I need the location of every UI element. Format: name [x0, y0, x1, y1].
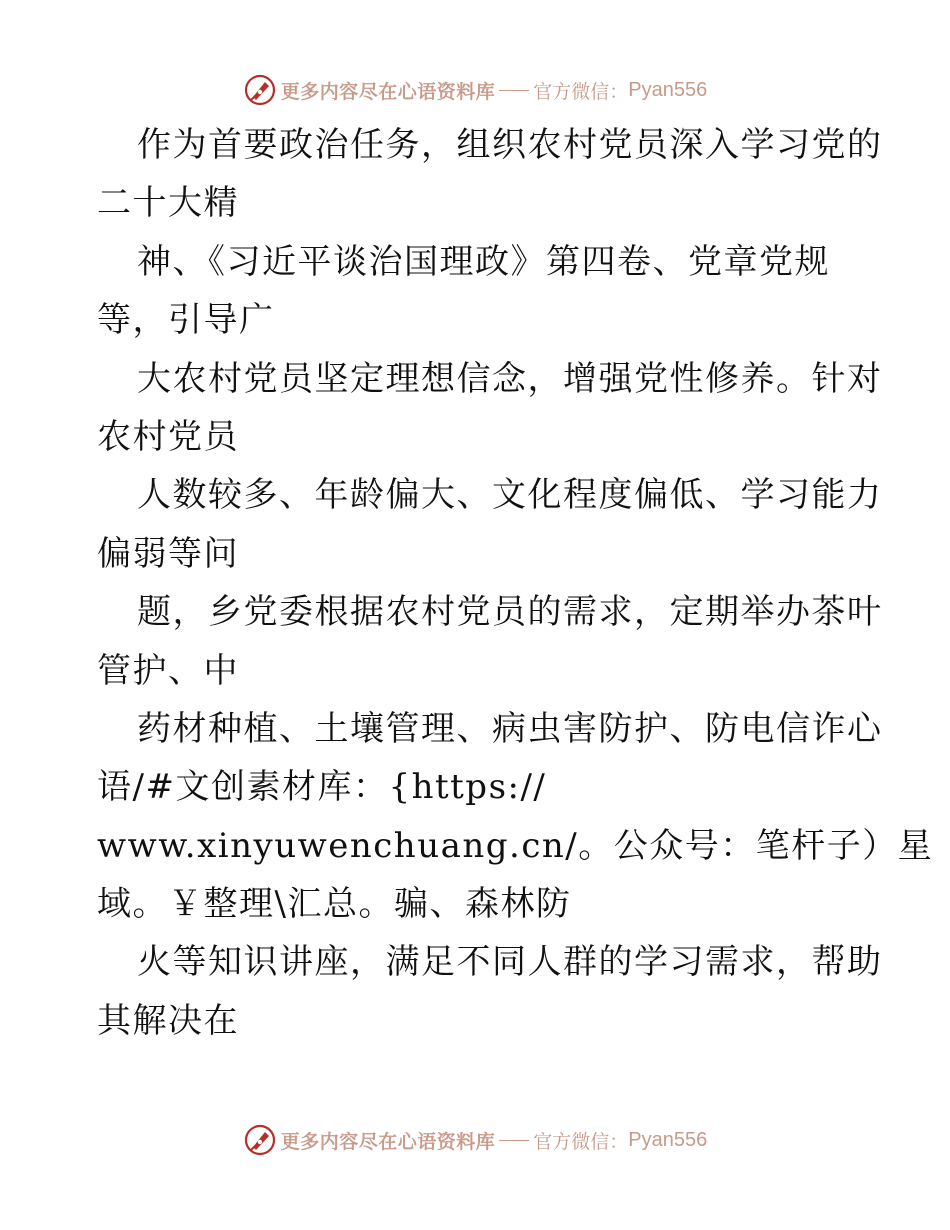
header-watermark-dash	[499, 90, 529, 91]
footer-watermark-text: 更多内容尽在心语资料库	[280, 1130, 496, 1153]
text-line: 偏弱等问	[97, 533, 239, 574]
text-line: 神、《习近平谈治国理政》第四卷、党章党规	[137, 241, 830, 282]
text-line: 农村党员	[97, 416, 239, 457]
text-line: 药材种植、土壤管理、病虫害防护、防电信诈心	[137, 708, 883, 749]
text-line: 二十大精	[97, 183, 239, 224]
text-line: 管护、中	[97, 650, 239, 691]
text-line: 语/#文创素材库：{https://	[97, 767, 547, 808]
text-line: 大农村党员坚定理想信念，增强党性修养。针对	[137, 358, 883, 399]
text-line: 题，乡党委根据农村党员的需求，定期举办茶叶	[137, 592, 883, 633]
footer-official-label: 官方微信：	[533, 1130, 629, 1153]
text-line: 域。￥整理\汇总。骗、森林防	[97, 884, 572, 925]
text-line: 其解决在	[97, 1000, 239, 1041]
header-wechat-id: Pyan556	[628, 78, 708, 101]
text-line: www.xinyuwenchuang.cn/。公众号：笔杆子）星	[97, 825, 934, 866]
header-watermark	[0, 70, 950, 110]
document-body	[97, 116, 934, 1050]
footer-watermark-dash	[499, 1140, 529, 1141]
pen-nib-logo-icon	[243, 73, 277, 107]
footer-watermark	[0, 1120, 950, 1160]
pen-nib-logo-icon	[243, 1123, 277, 1157]
header-official-label: 官方微信：	[533, 80, 629, 103]
header-watermark-text: 更多内容尽在心语资料库	[280, 80, 496, 103]
text-line: 等，引导广	[97, 300, 275, 341]
text-line: 作为首要政治任务，组织农村党员深入学习党的	[137, 125, 883, 165]
footer-wechat-id: Pyan556	[628, 1128, 708, 1151]
text-line: 人数较多、年龄偏大、文化程度偏低、学习能力	[137, 475, 883, 516]
text-line: 火等知识讲座，满足不同人群的学习需求，帮助	[137, 942, 883, 983]
